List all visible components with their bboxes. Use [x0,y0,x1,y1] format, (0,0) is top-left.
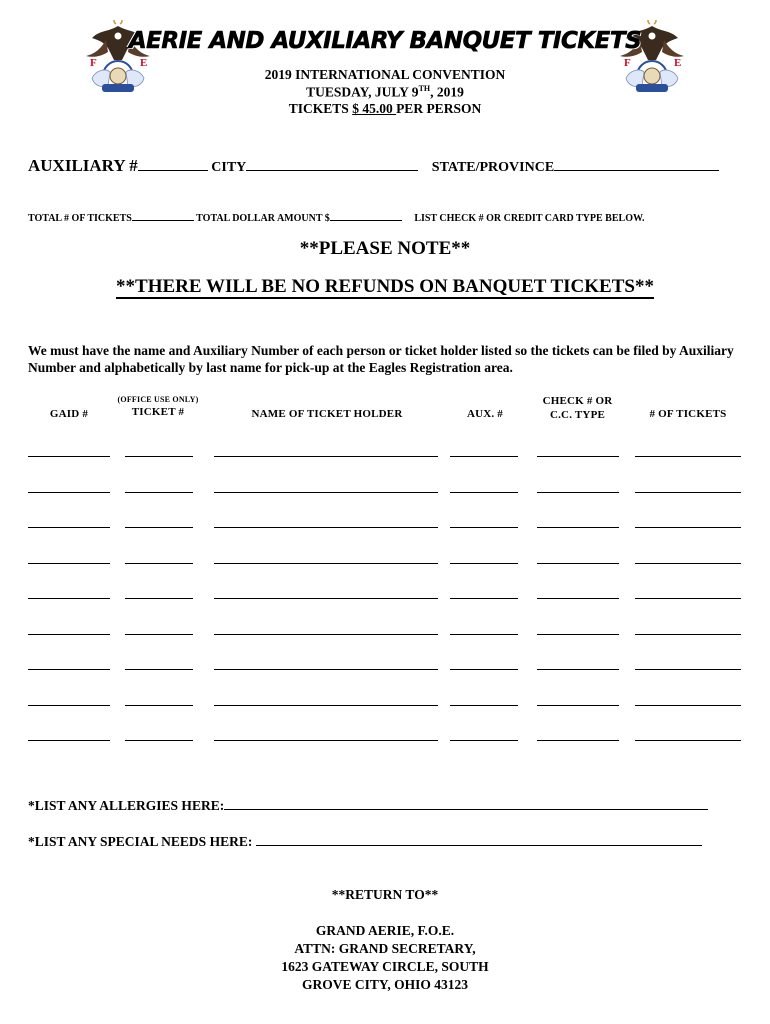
address-line-2: ATTN: GRAND SECRETARY, [294,941,476,956]
event-date-prefix: TUESDAY, JULY 9 [306,84,419,100]
row-5-ticket-field[interactable] [125,598,193,599]
row-4-gaid-field[interactable] [28,563,110,564]
row-9-aux-field[interactable] [450,740,518,741]
row-7-aux-field[interactable] [450,669,518,670]
office-use-only-note: (OFFICE USE ONLY) [117,395,199,404]
row-7-num-tickets-field[interactable] [635,669,741,670]
row-2-check-field[interactable] [537,492,619,493]
column-header-gaid: GAID # [49,408,89,420]
row-5-num-tickets-field[interactable] [635,598,741,599]
row-2-ticket-field[interactable] [125,492,193,493]
row-4-aux-field[interactable] [450,563,518,564]
row-5-aux-field[interactable] [450,598,518,599]
list-check-instruction: LIST CHECK # OR CREDIT CARD TYPE BELOW. [414,213,645,224]
row-2-name-field[interactable] [214,492,438,493]
column-header-aux: AUX. # [466,408,504,420]
svg-text:F: F [624,57,631,69]
row-9-name-field[interactable] [214,740,438,741]
allergies-line [28,797,743,814]
row-6-num-tickets-field[interactable] [635,634,741,635]
row-6-gaid-field[interactable] [28,634,110,635]
state-province-label: STATE/PROVINCE [431,160,555,175]
city-label: CITY [211,160,247,175]
row-9-ticket-field[interactable] [125,740,193,741]
return-to-heading: **RETURN TO** [331,887,439,902]
row-1-num-tickets-field[interactable] [635,456,741,457]
row-2-num-tickets-field[interactable] [635,492,741,493]
row-8-ticket-field[interactable] [125,705,193,706]
row-6-name-field[interactable] [214,634,438,635]
row-2-aux-field[interactable] [450,492,518,493]
event-date-superscript: TH [418,84,431,93]
column-header-name: NAME OF TICKET HOLDER [251,408,403,420]
allergies-field[interactable] [224,797,708,810]
row-7-name-field[interactable] [214,669,438,670]
row-8-aux-field[interactable] [450,705,518,706]
row-1-aux-field[interactable] [450,456,518,457]
auxiliary-number-label: AUXILIARY # [28,156,138,175]
convention-name: 2019 INTERNATIONAL CONVENTION [264,67,506,82]
no-refunds-text: **THERE WILL BE NO REFUNDS ON BANQUET TICKETS** [116,276,654,297]
row-6-aux-field[interactable] [450,634,518,635]
row-3-num-tickets-field[interactable] [635,527,741,528]
address-line-1: GRAND AERIE, F.O.E. [315,923,455,938]
special-needs-label: *LIST ANY SPECIAL NEEDS HERE: [28,834,256,849]
event-date-suffix: , 2019 [430,84,464,100]
row-1-ticket-field[interactable] [125,456,193,457]
return-address-block [0,886,770,994]
ticket-price-value: $ 45.00 [352,101,397,116]
total-tickets-label: TOTAL # OF TICKETS [28,213,132,224]
instructions-paragraph: We must have the name and Auxiliary Number of each person or ticket holder listed so the tickets can be filed by Auxiliary Number and alphabetically by last name for pick-up at the Eagles Registration area. [28,343,734,375]
allergies-label: *LIST ANY ALLERGIES HERE: [28,798,225,813]
column-header-check-line1: CHECK # OR [542,395,613,407]
total-dollar-label: TOTAL DOLLAR AMOUNT $ [196,213,330,224]
row-1-check-field[interactable] [537,456,619,457]
row-8-name-field[interactable] [214,705,438,706]
row-3-gaid-field[interactable] [28,527,110,528]
row-6-ticket-field[interactable] [125,634,193,635]
row-3-check-field[interactable] [537,527,619,528]
row-9-check-field[interactable] [537,740,619,741]
ticket-price-suffix: PER PERSON [396,101,482,116]
row-3-name-field[interactable] [214,527,438,528]
special-needs-field[interactable] [256,833,702,846]
svg-text:E: E [140,57,148,69]
row-5-check-field[interactable] [537,598,619,599]
column-header-num-tickets: # OF TICKETS [649,408,727,420]
please-note-heading: **PLEASE NOTE** [299,238,471,259]
row-4-name-field[interactable] [214,563,438,564]
row-4-num-tickets-field[interactable] [635,563,741,564]
row-5-gaid-field[interactable] [28,598,110,599]
row-9-gaid-field[interactable] [28,740,110,741]
row-7-gaid-field[interactable] [28,669,110,670]
row-8-gaid-field[interactable] [28,705,110,706]
row-2-gaid-field[interactable] [28,492,110,493]
row-8-check-field[interactable] [537,705,619,706]
column-header-ticket-label: TICKET # [131,406,185,418]
column-header-check-line2: C.C. TYPE [549,409,606,421]
address-line-4: GROVE CITY, OHIO 43123 [301,977,469,992]
svg-text:E: E [674,57,682,69]
row-1-name-field[interactable] [214,456,438,457]
row-9-num-tickets-field[interactable] [635,740,741,741]
row-4-ticket-field[interactable] [125,563,193,564]
row-8-num-tickets-field[interactable] [635,705,741,706]
row-4-check-field[interactable] [537,563,619,564]
row-7-ticket-field[interactable] [125,669,193,670]
svg-text:F: F [90,57,97,69]
row-7-check-field[interactable] [537,669,619,670]
address-line-3: 1623 GATEWAY CIRCLE, SOUTH [281,959,489,974]
row-3-ticket-field[interactable] [125,527,193,528]
form-title: AERIE AND AUXILIARY BANQUET TICKETS [128,28,642,54]
row-6-check-field[interactable] [537,634,619,635]
ticket-price-prefix: TICKETS [288,101,353,116]
special-needs-line [28,833,743,850]
row-3-aux-field[interactable] [450,527,518,528]
row-5-name-field[interactable] [214,598,438,599]
row-1-gaid-field[interactable] [28,456,110,457]
